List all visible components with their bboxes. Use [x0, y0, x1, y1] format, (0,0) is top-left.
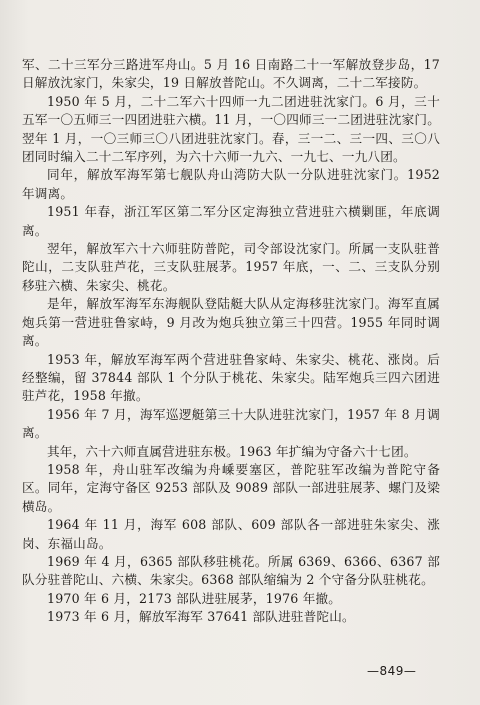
paragraph: 1958 年，舟山驻军改编为舟嵊要塞区，普陀驻军改编为普陀守备区。同年，定海守备区 9253 部队及 9089 部队一部进驻展茅、螺门及梁横岛。	[22, 461, 440, 514]
paragraph: 1973 年 6 月，解放军海军 37641 部队进驻普陀山。	[47, 609, 355, 625]
paragraph: 1964 年 11 月，海军 608 部队、609 部队各一部进驻朱家尖、涨岗、东福山岛。	[22, 517, 440, 551]
paragraph: 同年，解放军海军第七舰队舟山湾防大队一分队进驻沈家门。1952 年调离。	[22, 167, 440, 201]
paragraph: 1970 年 6 月，2173 部队进驻展茅，1976 年撤。	[47, 590, 342, 606]
paragraph: 其年，六十六师直属营进驻东极。1963 年扩编为守备六十七团。	[47, 443, 417, 459]
paragraph: 1951 年春，浙江军区第二军分区定海独立营进驻六横剿匪，年底调离。	[22, 204, 440, 238]
paragraph: 翌年，解放军六十六师驻防普陀，司令部设沈家门。所属一支队驻普陀山，二支队驻芦花，三支队驻展茅。1957 年底，一、二、三支队分别移驻六横、朱家尖、桃花。	[22, 241, 440, 293]
paragraph: 1950 年 5 月，二十二军六十四师一九二团进驻沈家门。6 月，三十五军一〇五师三一四团进驻六横。11 月，一〇四师三一二团进驻沈家门。翌年 1 月，一〇三师三〇八团进驻沈家门。春，三一二、三一四、三〇八团同时编入二十二军序列，为六十六师一九六、一九七、一九八团。	[22, 93, 440, 165]
body-text	[22, 56, 440, 627]
paragraph: 1969 年 4 月，6365 部队移驻桃花。所属 6369、6366、6367 部队分驻普陀山、六横、朱家尖。6368 部队缩编为 2 个守备分队驻桃花。	[22, 553, 440, 588]
page-number: —849—	[367, 664, 417, 678]
paragraph: 1956 年 7 月，海军巡逻艇第三十大队进驻沈家门，1957 年 8 月调离。	[22, 406, 440, 441]
paragraph: 1953 年，解放军海军两个营进驻鲁家峙、朱家尖、桃花、涨岗。后经整编，留 37844 部队 1 个分队于桃花、朱家尖。陆军炮兵三四六团进驻芦花，1958 年撤。	[22, 351, 440, 404]
paragraph: 军、二十三军分三路进军舟山。5 月 16 日南路二十一军解放登步岛，17 日解放沈家门，朱家尖，19 日解放普陀山。不久调离，二十二军接防。	[22, 57, 440, 91]
paragraph: 是年，解放军海军东海舰队登陆艇大队从定海移驻沈家门。海军直属炮兵第一营进驻鲁家峙，9 月改为炮兵独立第三十四营。1955 年同时调离。	[22, 296, 440, 349]
